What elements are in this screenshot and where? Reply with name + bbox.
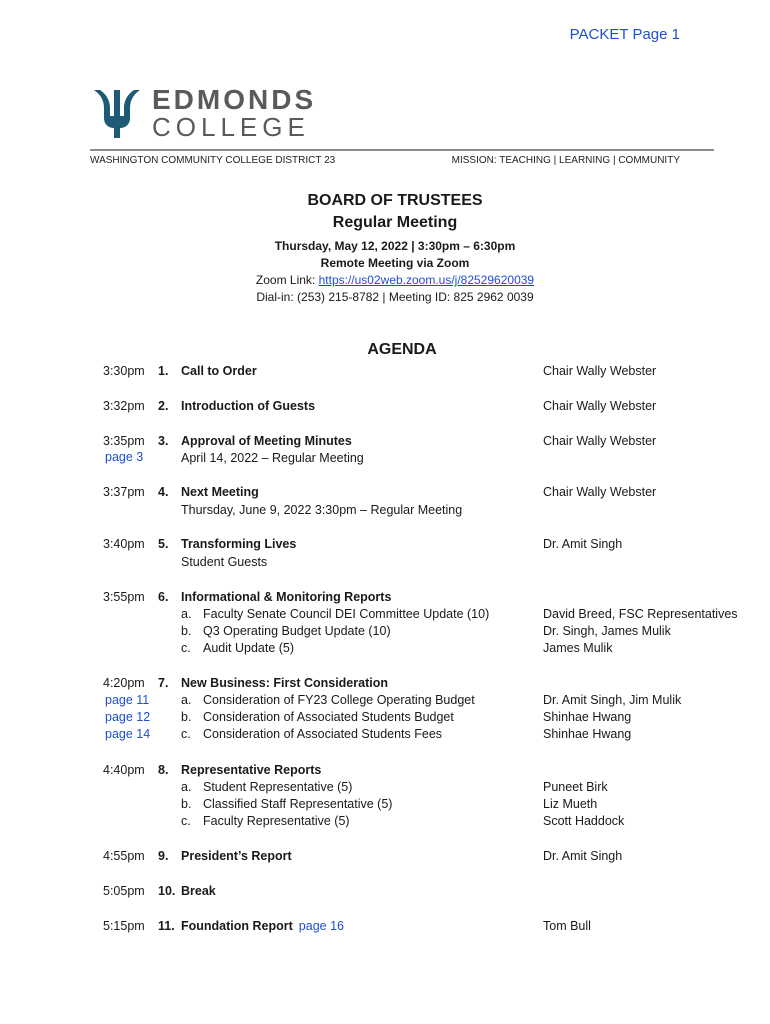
- sub-item-presenter: Dr. Singh, James Mulik: [543, 624, 671, 638]
- item-presenter: Dr. Amit Singh: [543, 849, 623, 863]
- sub-item-presenter: Shinhae Hwang: [543, 727, 632, 741]
- item-title: Break: [181, 884, 216, 898]
- sub-item: [181, 709, 454, 726]
- item-time: 4:20pm: [103, 676, 145, 690]
- sub-item-presenter: Dr. Amit Singh, Jim Mulik: [543, 693, 682, 707]
- item-subtitle: Student Guests: [181, 555, 268, 569]
- item-subtitle: Thursday, June 9, 2022 3:30pm – Regular Meeting: [181, 503, 463, 517]
- sub-item-text: Consideration of Associated Students Fees: [203, 727, 443, 741]
- sub-item-letter: a.: [181, 693, 192, 707]
- item-number: 5.: [158, 537, 169, 551]
- item-time: 5:05pm: [103, 884, 145, 898]
- sub-item-presenter: Scott Haddock: [543, 814, 625, 828]
- item-time: 5:15pm: [103, 919, 145, 933]
- item-time: 3:30pm: [103, 364, 145, 378]
- sub-item-text: Q3 Operating Budget Update (10): [203, 624, 391, 638]
- item-title: Transforming Lives: [181, 537, 297, 551]
- item-presenter: Chair Wally Webster: [543, 399, 657, 413]
- sub-item: [181, 606, 489, 623]
- sub-item-presenter: Puneet Birk: [543, 780, 608, 794]
- sub-item-presenter: James Mulik: [543, 641, 613, 655]
- meeting-title-block: [0, 192, 770, 306]
- sub-item-letter: b.: [181, 797, 192, 811]
- item-number: 8.: [158, 763, 169, 777]
- item-number: 3.: [158, 434, 169, 448]
- item-number: 10.: [158, 884, 176, 898]
- item-title: New Business: First Consideration: [181, 676, 388, 690]
- sub-item-text: Audit Update (5): [203, 641, 295, 655]
- sub-item-text: Faculty Senate Council DEI Committee Update (10): [203, 607, 490, 621]
- item-presenter: Chair Wally Webster: [543, 434, 657, 448]
- logo-word-edmonds: EDMONDS: [152, 84, 317, 115]
- sub-item-text: Student Representative (5): [203, 780, 353, 794]
- item-number: 6.: [158, 590, 169, 604]
- sub-item: [181, 726, 442, 743]
- item-time: 3:37pm: [103, 485, 145, 499]
- meeting-remote: Remote Meeting via Zoom: [320, 256, 470, 270]
- zoom-label: Zoom Link:: [255, 273, 319, 287]
- item-title: Representative Reports: [181, 763, 322, 777]
- sub-item-letter: c.: [181, 727, 191, 741]
- item-title: Foundation Report: [181, 919, 293, 933]
- sub-item-letter: c.: [181, 641, 191, 655]
- item-number: 7.: [158, 676, 169, 690]
- sub-item-text: Classified Staff Representative (5): [203, 797, 393, 811]
- sub-item-letter: a.: [181, 780, 192, 794]
- item-number: 9.: [158, 849, 169, 863]
- zoom-line: [0, 272, 770, 289]
- edmonds-college-logo: [90, 84, 330, 140]
- item-time: 3:55pm: [103, 590, 145, 604]
- item-number: 4.: [158, 485, 169, 499]
- item-number: 11.: [158, 919, 175, 933]
- item-page-link[interactable]: page 3: [105, 450, 144, 464]
- sub-item-presenter: Shinhae Hwang: [543, 710, 632, 724]
- item-title: Next Meeting: [181, 485, 259, 499]
- item-title-wrap: [181, 918, 344, 935]
- zoom-link[interactable]: https://us02web.zoom.us/j/82529620039: [318, 273, 535, 287]
- agenda-heading: AGENDA: [367, 341, 437, 358]
- dialin-line: Dial-in: (253) 215-8782 | Meeting ID: 825 2962 0039: [256, 290, 534, 304]
- sub-item-letter: a.: [181, 607, 192, 621]
- item-title: President’s Report: [181, 849, 292, 863]
- item-subtitle: April 14, 2022 – Regular Meeting: [181, 451, 364, 465]
- item-number: 2.: [158, 399, 169, 413]
- item-time: 4:40pm: [103, 763, 145, 777]
- sub-item: [181, 813, 350, 830]
- item-page-link[interactable]: page 12: [105, 710, 151, 724]
- item-title: Call to Order: [181, 364, 257, 378]
- item-page-link[interactable]: page 16: [298, 919, 344, 933]
- sub-item: [181, 692, 475, 709]
- sub-item: [181, 640, 294, 657]
- item-number: 1.: [158, 364, 169, 378]
- sub-item: [181, 779, 352, 796]
- sub-item-letter: b.: [181, 624, 192, 638]
- item-presenter: Tom Bull: [543, 919, 591, 933]
- sub-item-presenter: Liz Mueth: [543, 797, 598, 811]
- item-page-link[interactable]: page 14: [105, 727, 151, 741]
- item-title: Approval of Meeting Minutes: [181, 434, 352, 448]
- item-presenter: Chair Wally Webster: [543, 485, 657, 499]
- board-title: BOARD OF TRUSTEES: [307, 192, 483, 209]
- sub-item: [181, 623, 391, 640]
- header-rule: [90, 149, 714, 151]
- sub-item-text: Consideration of FY23 College Operating Budget: [203, 693, 475, 707]
- item-presenter: Dr. Amit Singh: [543, 537, 623, 551]
- mission-label: MISSION: TEACHING | LEARNING | COMMUNITY: [451, 155, 680, 166]
- sub-item-text: Consideration of Associated Students Budget: [203, 710, 454, 724]
- item-presenter: Chair Wally Webster: [543, 364, 657, 378]
- district-label: WASHINGTON COMMUNITY COLLEGE DISTRICT 23: [90, 155, 336, 166]
- sub-item-presenter: David Breed, FSC Representatives: [543, 607, 738, 621]
- item-page-link[interactable]: page 11: [105, 693, 150, 707]
- packet-page-label: PACKET Page 1: [569, 26, 680, 43]
- meeting-date: Thursday, May 12, 2022 | 3:30pm – 6:30pm: [274, 239, 516, 253]
- meeting-type: Regular Meeting: [332, 214, 458, 231]
- sub-item-text: Faculty Representative (5): [203, 814, 350, 828]
- sub-item-letter: b.: [181, 710, 192, 724]
- item-title: Introduction of Guests: [181, 399, 316, 413]
- logo-word-college: COLLEGE: [152, 112, 310, 142]
- item-time: 4:55pm: [103, 849, 145, 863]
- trident-logo-icon: [90, 84, 144, 138]
- item-time: 3:32pm: [103, 399, 145, 413]
- sub-item-letter: c.: [181, 814, 191, 828]
- item-title: Informational & Monitoring Reports: [181, 590, 392, 604]
- sub-item: [181, 796, 392, 813]
- item-time: 3:35pm: [103, 434, 145, 448]
- item-time: 3:40pm: [103, 537, 145, 551]
